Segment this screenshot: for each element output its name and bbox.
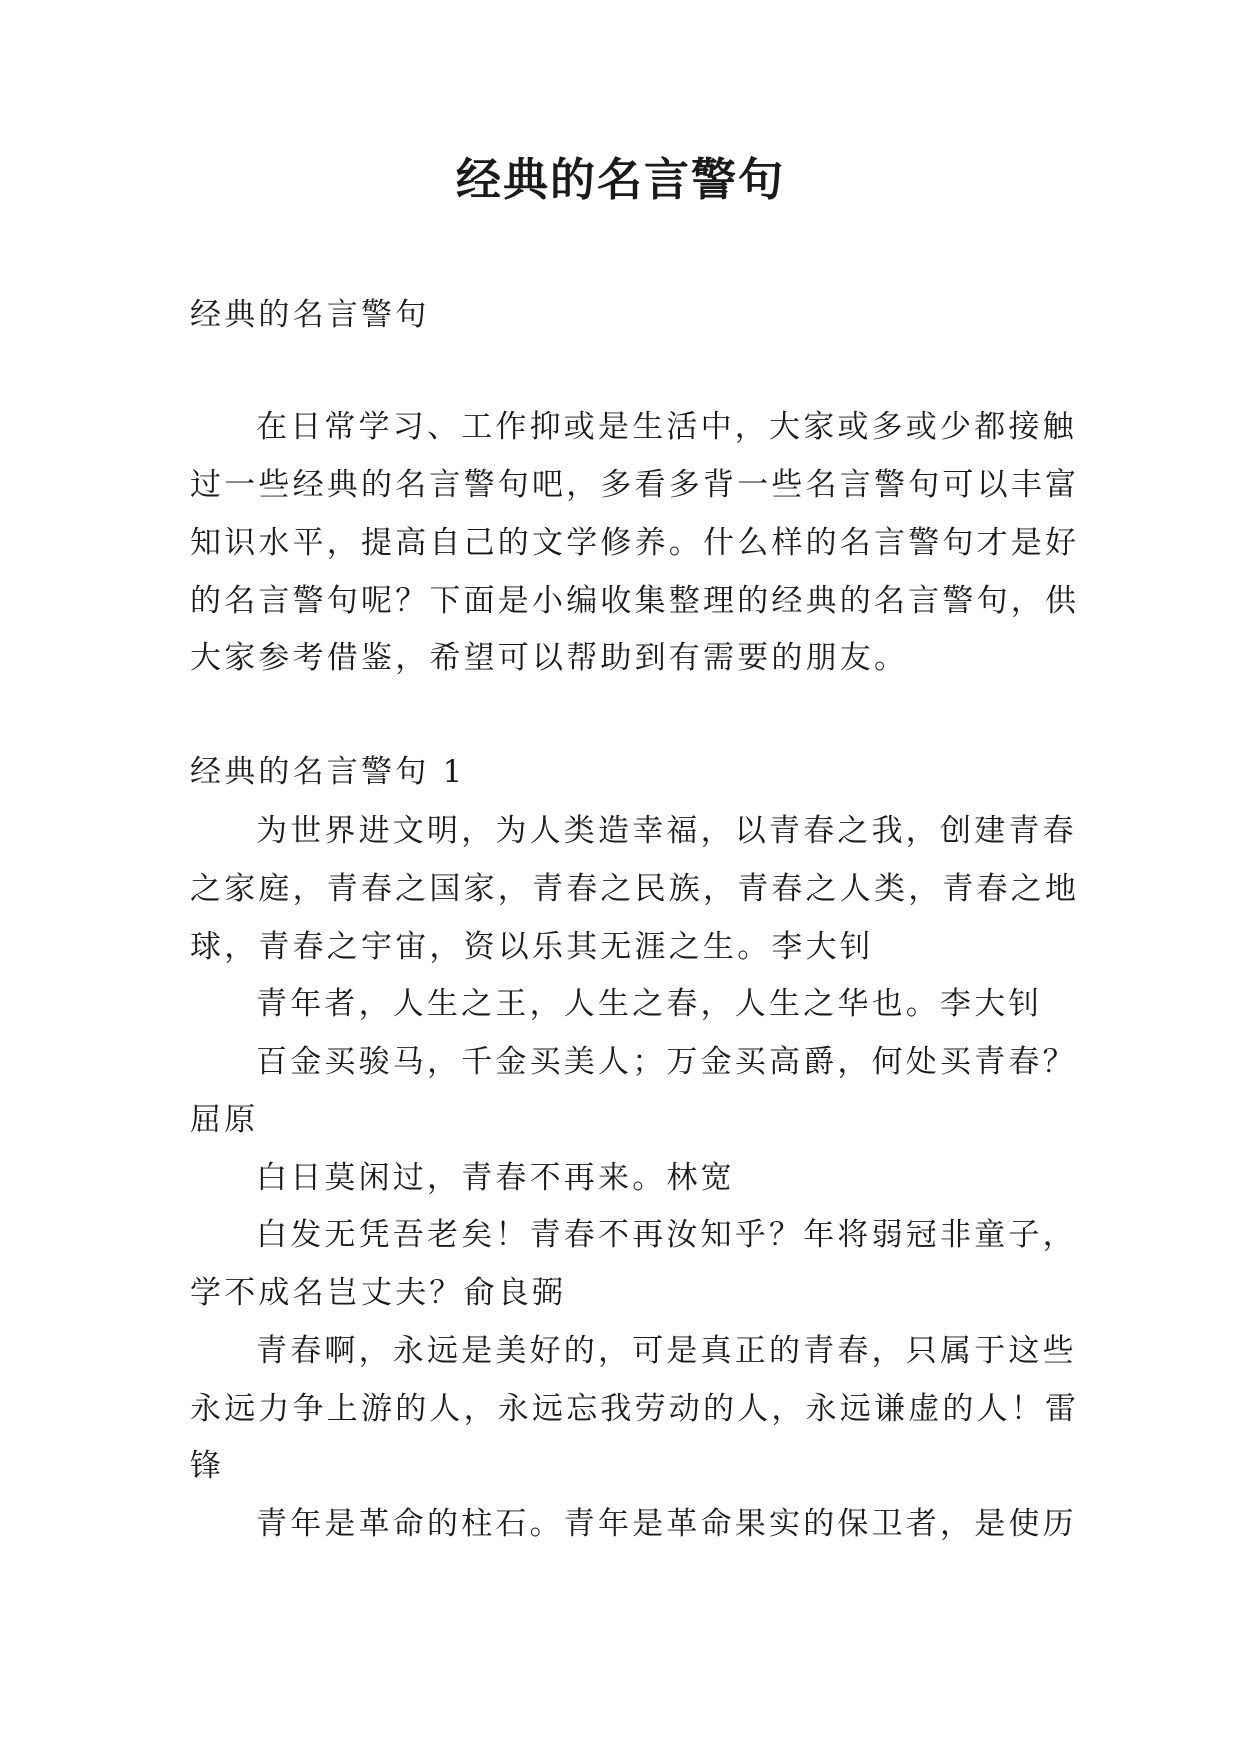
document-title: 经典的名言警句 (455, 153, 785, 206)
quote-line: 青年者，人生之王，人生之春，人生之华也。李大钊 (256, 986, 1043, 1022)
quote-line: 为世界进文明，为人类造幸福，以青春之我，创建青春 (256, 813, 1077, 849)
quote-line: 之家庭，青春之国家，青春之民族，青春之人类，青春之地 (190, 871, 1080, 907)
quote-line: 永远力争上游的人，永远忘我劳动的人，永远谦虚的人！雷 (190, 1391, 1080, 1427)
quote-line: 屈原 (190, 1102, 259, 1138)
quote-line: 学不成名岂丈夫？俞良弼 (190, 1275, 567, 1311)
document-subtitle: 经典的名言警句 (190, 297, 430, 333)
intro-line: 的名言警句呢？下面是小编收集整理的经典的名言警句，供 (190, 583, 1080, 619)
intro-line: 知识水平，提高自己的文学修养。什么样的名言警句才是好 (190, 525, 1080, 561)
quote-line: 白日莫闲过，青春不再来。林宽 (256, 1160, 735, 1196)
quote-line: 锋 (190, 1448, 225, 1484)
quote-line: 白发无凭吾老矣！青春不再汝知乎？年将弱冠非童子， (256, 1217, 1077, 1253)
quote-line: 青年是革命的柱石。青年是革命果实的保卫者，是使历 (256, 1506, 1077, 1542)
quote-line: 百金买骏马，千金买美人；万金买高爵，何处买青春？ (256, 1044, 1077, 1080)
quote-line: 球，青春之宇宙，资以乐其无涯之生。李大钊 (190, 929, 874, 965)
intro-line: 过一些经典的名言警句吧，多看多背一些名言警句可以丰富 (190, 467, 1080, 503)
quote-line: 青春啊，永远是美好的，可是真正的青春，只属于这些 (256, 1333, 1077, 1369)
intro-line: 在日常学习、工作抑或是生活中，大家或多或少都接触 (256, 409, 1077, 445)
section-heading: 经典的名言警句 1 (190, 754, 466, 790)
intro-line: 大家参考借鉴，希望可以帮助到有需要的朋友。 (190, 640, 909, 676)
